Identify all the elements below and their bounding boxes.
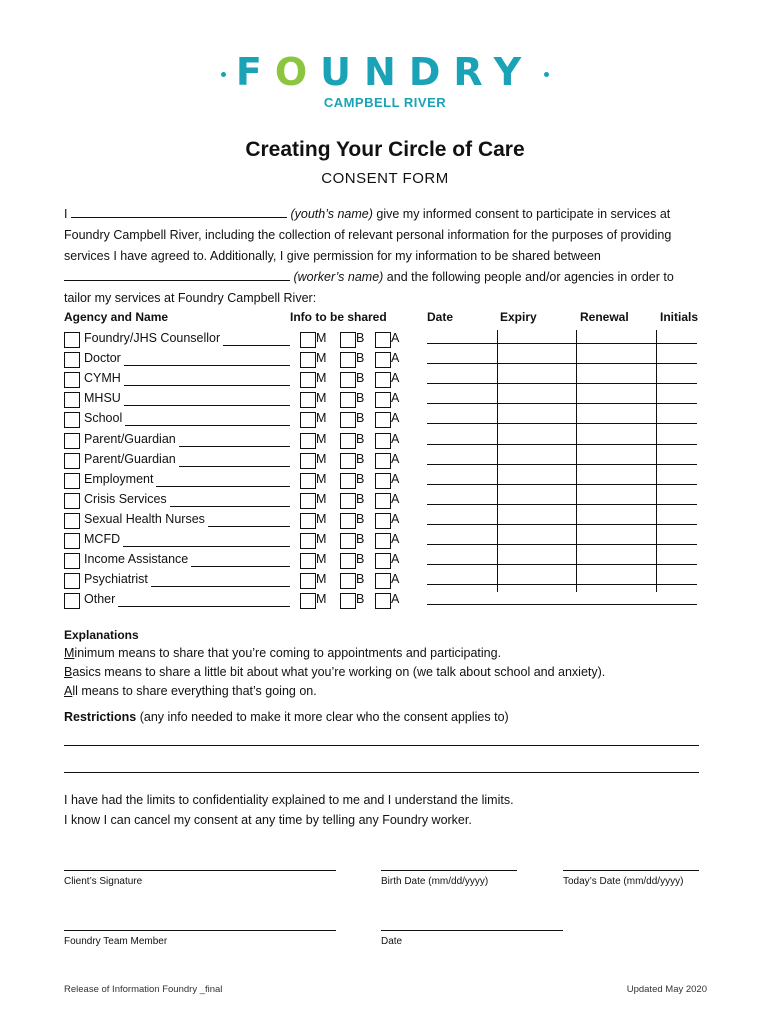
info-m-label: M [316,491,327,506]
agency-name-field[interactable] [208,526,290,527]
todays-date-label: Today’s Date (mm/dd/yyyy) [563,876,684,887]
info-a-checkbox[interactable] [375,453,391,469]
restrictions-heading: Restrictions [64,710,137,724]
explanation-basics [64,665,605,679]
client-signature-label: Client’s Signature [64,876,143,887]
info-b-label: B [356,552,365,567]
table-row [64,350,704,370]
youth-name-field[interactable] [71,205,287,218]
info-b-checkbox[interactable] [340,453,356,469]
agency-label: Doctor [84,351,121,366]
info-b-label: B [356,371,365,386]
table-row [64,451,704,471]
agency-label: CYMH [84,371,121,386]
explanations-heading: Explanations [64,628,139,642]
agency-checkbox[interactable] [64,352,80,368]
agency-checkbox[interactable] [64,573,80,589]
info-m-label: M [316,431,327,446]
header-date: Date [427,310,454,324]
info-b-label: B [356,411,365,426]
info-a-checkbox[interactable] [375,332,391,348]
info-b-checkbox[interactable] [340,593,356,609]
info-m-label: M [316,371,327,386]
info-a-checkbox[interactable] [375,493,391,509]
info-m-label: M [316,331,327,345]
table-row [64,511,704,531]
info-a-label: A [391,351,400,366]
worker-name-field[interactable] [64,268,290,281]
info-b-checkbox[interactable] [340,332,356,348]
info-b-label: B [356,491,365,506]
foundry-logo [0,50,770,94]
agency-checkbox[interactable] [64,533,80,549]
confidentiality-line-1: I have had the limits to confidentiality explained to me and I understand the limits. [64,793,514,807]
info-m-label: M [316,511,327,526]
explanation-all [64,684,317,698]
info-m-label: M [316,411,327,426]
table-row [64,591,704,611]
info-m-checkbox[interactable] [300,513,316,529]
table-divider-renewal [576,330,577,592]
explanation-a-letter: A [64,684,73,698]
consent-text-1: give my informed consent to participate in services at [372,207,671,221]
info-a-checkbox[interactable] [375,372,391,388]
table-row [64,390,704,410]
info-a-checkbox[interactable] [375,412,391,428]
info-a-checkbox[interactable] [375,513,391,529]
info-a-checkbox[interactable] [375,473,391,489]
explanation-m-letter: M [64,646,75,660]
consent-text-2: Foundry Campbell River, including the collection of relevant personal information for the purposes of providing [64,228,672,242]
info-b-checkbox[interactable] [340,433,356,449]
info-b-checkbox[interactable] [340,533,356,549]
table-divider-initials [656,330,657,592]
info-a-label: A [391,411,400,426]
agency-name-field[interactable] [191,566,290,567]
info-b-checkbox[interactable] [340,513,356,529]
info-m-label: M [316,391,327,406]
info-b-checkbox[interactable] [340,372,356,388]
consent-i: I [64,207,68,221]
logo-letter-n: N [364,50,409,94]
logo-subtitle: CAMPBELL RIVER [323,95,447,110]
agency-label: Income Assistance [84,552,189,567]
header-info: Info to be shared [290,310,387,324]
agency-label: Foundry/JHS Counsellor [84,331,221,345]
logo-letter-o: O [274,50,321,94]
agency-label: Crisis Services [84,491,167,506]
info-a-label: A [391,532,400,546]
info-m-label: M [316,552,327,567]
form-title: Creating Your Circle of Care [245,138,525,161]
agency-name-field[interactable] [170,506,290,507]
info-a-checkbox[interactable] [375,553,391,569]
info-a-label: A [391,451,400,466]
consent-paragraph [64,204,704,309]
restrictions-line-2[interactable] [64,772,699,773]
table-row [64,491,704,511]
agency-name-field[interactable] [179,446,290,447]
agency-name-field[interactable] [124,365,290,366]
agency-checkbox[interactable] [64,453,80,469]
info-m-checkbox[interactable] [300,392,316,408]
info-a-label: A [391,491,400,506]
info-a-label: A [391,552,400,567]
explanation-a-text: ll means to share everything that’s going on. [72,684,317,698]
info-a-label: A [391,331,400,345]
info-m-label: M [316,572,327,587]
logo-letter-u: U [320,50,365,94]
info-b-checkbox[interactable] [340,352,356,368]
info-m-label: M [316,592,327,607]
info-a-label: A [391,391,400,406]
agency-checkbox[interactable] [64,553,80,569]
agency-name-field[interactable] [125,425,290,426]
info-b-label: B [356,572,365,587]
date-label: Date [381,936,403,947]
agency-checkbox[interactable] [64,412,80,428]
agency-name-field[interactable] [223,345,290,346]
explanation-b-letter: B [64,665,73,679]
info-b-label: B [356,471,365,486]
header-renewal: Renewal [580,310,629,324]
logo-letter-d: D [408,50,454,94]
info-m-checkbox[interactable] [300,352,316,368]
logo-dot-left [221,72,226,77]
header-expiry: Expiry [500,310,537,324]
restrictions-text: (any info needed to make it more clear who the consent applies to) [136,710,509,724]
agency-label: Parent/Guardian [84,431,176,446]
info-b-label: B [356,532,365,546]
info-m-checkbox[interactable] [300,453,316,469]
date-expiry-renewal-line[interactable] [427,604,697,605]
restrictions [64,710,509,724]
info-a-checkbox[interactable] [375,533,391,549]
consent-text-3: services I have agreed to. Additionally, I give permission for my information to be shared between [64,249,601,263]
table-row [64,471,704,491]
footer-right: Updated May 2020 [626,984,707,995]
footer-left: Release of Information Foundry _final [64,984,223,995]
info-a-label: A [391,592,400,607]
agency-checkbox[interactable] [64,473,80,489]
info-b-checkbox[interactable] [340,412,356,428]
explanation-b-text: asics means to share a little bit about what you’re working on (we talk about school and anxiety). [72,665,606,679]
agency-name-field[interactable] [156,486,290,487]
agency-name-field[interactable] [124,405,290,406]
agency-name-field[interactable] [179,466,290,467]
agency-label: School [84,411,123,426]
date-line[interactable] [381,930,563,931]
info-a-checkbox[interactable] [375,433,391,449]
info-m-label: M [316,532,327,546]
logo-dot-right [544,72,549,77]
info-a-label: A [391,511,400,526]
info-a-checkbox[interactable] [375,573,391,589]
info-b-label: B [356,331,365,345]
info-b-label: B [356,391,365,406]
info-b-label: B [356,431,365,446]
info-b-label: B [356,511,365,526]
agency-label: MHSU [84,391,121,406]
info-a-label: A [391,471,400,486]
agency-label: Parent/Guardian [84,451,176,466]
agency-checkbox[interactable] [64,513,80,529]
info-a-label: A [391,371,400,386]
table-row [64,531,704,551]
info-m-checkbox[interactable] [300,372,316,388]
info-m-checkbox[interactable] [300,473,316,489]
todays-date-line[interactable] [563,870,699,871]
header-initials: Initials [660,310,699,324]
restrictions-line-1[interactable] [64,745,699,746]
agency-checkbox[interactable] [64,433,80,449]
consent-text-5: tailor my services at Foundry Campbell River: [64,291,317,305]
table-divider-expiry [497,330,498,592]
info-m-checkbox[interactable] [300,533,316,549]
agency-checkbox[interactable] [64,372,80,388]
info-m-checkbox[interactable] [300,332,316,348]
explanation-m-text: inimum means to share that you’re coming to appointments and participating. [74,646,502,660]
info-b-checkbox[interactable] [340,392,356,408]
table-row [64,330,704,350]
agency-label: MCFD [84,532,121,546]
agency-label: Sexual Health Nurses [84,511,205,526]
agency-name-field[interactable] [118,606,290,607]
team-member-line[interactable] [64,930,336,931]
agency-label: Other [84,592,116,607]
info-b-label: B [356,451,365,466]
info-b-checkbox[interactable] [340,473,356,489]
explanation-minimum [64,646,501,660]
info-a-checkbox[interactable] [375,352,391,368]
form-subtitle: CONSENT FORM [321,170,449,187]
table-row [64,410,704,430]
agency-checkbox[interactable] [64,332,80,348]
info-m-checkbox[interactable] [300,553,316,569]
info-b-checkbox[interactable] [340,553,356,569]
info-m-label: M [316,451,327,466]
info-b-checkbox[interactable] [340,573,356,589]
worker-name-label: (worker’s name) [293,270,384,284]
info-m-label: M [316,471,327,486]
table-row [64,431,704,451]
info-m-checkbox[interactable] [300,593,316,609]
youth-name-label: (youth’s name) [290,207,373,221]
info-m-label: M [316,351,327,366]
info-b-checkbox[interactable] [340,493,356,509]
info-a-label: A [391,431,400,446]
info-m-checkbox[interactable] [300,433,316,449]
info-m-checkbox[interactable] [300,412,316,428]
confidentiality-line-2: I know I can cancel my consent at any time by telling any Foundry worker. [64,813,472,827]
info-a-checkbox[interactable] [375,593,391,609]
agency-label: Psychiatrist [84,572,148,587]
agency-name-field[interactable] [124,385,290,386]
header-agency: Agency and Name [64,310,169,324]
consent-text-4: and the following people and/or agencies in order to [383,270,674,284]
table-row [64,551,704,571]
agency-label: Employment [84,471,154,486]
info-m-checkbox[interactable] [300,573,316,589]
agency-checkbox[interactable] [64,493,80,509]
info-b-label: B [356,351,365,366]
client-signature-line[interactable] [64,870,336,871]
table-row [64,571,704,591]
birth-date-line[interactable] [381,870,517,871]
logo-letter-y: Y [493,50,535,94]
birth-date-label: Birth Date (mm/dd/yyyy) [381,876,489,887]
logo-letter-f: F [235,50,275,94]
table-row [64,370,704,390]
info-b-label: B [356,592,365,607]
agency-checkbox[interactable] [64,392,80,408]
agency-checkbox[interactable] [64,593,80,609]
logo-letter-r: R [453,50,494,94]
agency-name-field[interactable] [123,546,290,547]
info-m-checkbox[interactable] [300,493,316,509]
agency-name-field[interactable] [151,586,290,587]
team-member-label: Foundry Team Member [64,936,168,947]
info-a-label: A [391,572,400,587]
info-a-checkbox[interactable] [375,392,391,408]
